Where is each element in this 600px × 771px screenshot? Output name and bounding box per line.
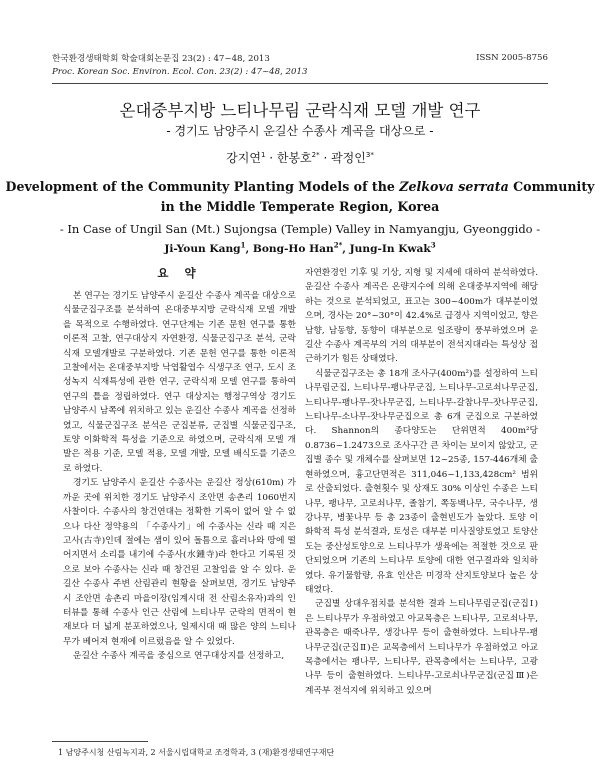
author-name: Bong-Ho Han (252, 243, 334, 255)
author-mark: 3* (365, 151, 374, 159)
authors-korean (0, 149, 600, 166)
title-english-part: Development of the Community Planting Models of the (5, 179, 400, 194)
body-paragraph: 본 연구는 경기도 남양주시 운길산 수종사 계곡을 대상으로 식물군집구조를 분석하여 온대중부지방 군락식재 모델 개발을 목적으로 수행하였다. 연구단계는 기존 문헌 연구를 통한 이론적 고찰, 연구대상지 자연환경, 식물군집구조 분석, 군락식재 모델개발로 구분하였다. 기존 문헌 연구를 통한 이론적 고찰에서는 온대중부지방 낙엽활엽수 식생구조 연구, 도시 조성녹지 식재특성에 관한 연구, 군락식재 모델 연구를 통하여 연구의 틀을 정립하였다. 연구 대상지는 행정구역상 경기도 남양주시 남쪽에 위치하고 있는 운길산 수종사 계곡을 선정하였고, 식물군집구조 분석은 군집분류, 군집별 식물군집구조, 토양 이화학적 특성을 기준으로 하였으며, 군락식재 모델 개발은 적용 기준, 모델 적용, 모델 개발, 모델 배식도를 기준으로 하였다. (63, 291, 296, 474)
body-paragraph: 자연환경인 기후 및 기상, 지형 및 지세에 대하여 분석하였다. 운길산 수종사 계곡은 온량지수에 의해 온대중부지역에 해당하는 것으로 분석되었고, 표고는 300~400m가 대부분이였으며, 경사는 20°~30°이 42.4%로 급경사 지역이었고, 향은 남향, 남동향, 동향이 대부분으로 일조량이 풍부하였으며 운길산 수종사 계곡부의 거의 대부분이 전석지대라는 특성상 접근하기가 힘든 상태였다. (305, 268, 538, 365)
title-korean: 온대중부지방 느티나무림 군락식재 모델 개발 연구 (119, 101, 481, 120)
body-paragraph: 군집별 상대우점치를 분석한 결과 느티나무림군집(군집Ⅰ)은 느티나무가 우점하였고 아교목층은 느티나무, 고로쇠나무, 관목층은 때죽나무, 생강나무 등이 출현하였다. 느티나무-팽나무군집(군집Ⅱ)은 교목층에서 느티나무가 우점하였고 아교목층에서는 팽나무, 느티나무, 관목층에서는 느티나무, 고광나무 등이 출현하였다. 느티나무-고로쇠나무군집(군집Ⅲ)은 계곡부 전석지에 위치하고 있으며 (305, 599, 538, 696)
title-english-line2: in the Middle Temperate Region, Korea (160, 199, 440, 214)
author-mark: 1 (240, 240, 246, 250)
title-english-part: Community (508, 179, 595, 194)
footnote-divider (52, 741, 148, 742)
footnote-affiliations: 1 남양주시청 산림녹지과, 2 서울시립대학교 조경학과, 3 (재)환경생태연구재단 (58, 748, 335, 757)
author-name: 곽정인 (331, 151, 366, 165)
body-paragraph: 식물군집구조는 총 18개 조사구(400m²)를 설정하여 느티나무림군집, 느티나무-팽나무군집, 느티나무-고로쇠나무군집, 느티나무-팽나무-잣나무군집, 느티나무-갈참나무-잣나무군집, 느티나무-소나무-잣나무군집으로 총 6개 군집으로 구분하였다. Shannon의 종다양도는 단위면적 400m²당 0.8736~1.2473으로 조사구간 큰 차이는 보이지 않았고, 군집별 종수 및 개체수를 살펴보면 12~25종, 157-446개체 출현하였으며, 흉고단면적은 311,046~1,133,428cm² 범위로 산출되었다. 출현횟수 및 상재도 30% 이상인 수종은 느티나무, 팽나무, 고로쇠나무, 졸참기, 쪽동백나무, 국수나무, 생강나무, 병꽃나무 등 총 23종이 출현빈도가 높았다. 토양 이화학적 특성 분석결과, 토성은 대부분 미사질양토였고 토양산도는 중산성토양으로 느티나무가 생육에는 적절한 것으로 판단되었으며 기존의 느티나무 토양에 대한 연구결과와 일치하였다. 유기물함량, 유효 인산은 미경작 산지토양보다 높은 상태였다. (305, 368, 538, 595)
author-mark: 2* (333, 240, 343, 250)
body-column-left (63, 263, 296, 664)
author-mark: 3 (430, 240, 436, 250)
header-divider (52, 83, 548, 84)
journal-citation-en: Proc. Korean Soc. Environ. Ecol. Con. 23(2) : 47~48, 2013 (52, 67, 308, 77)
author-separator: · (319, 151, 332, 165)
title-english-line1 (0, 179, 600, 194)
author-separator: , (342, 243, 350, 255)
author-name: 한봉호 (276, 151, 312, 165)
journal-citation-ko: 한국환경생태학회 학술대회논문집 23(2) : 47~48, 2013 (52, 54, 270, 64)
body-paragraph: 경기도 남양주시 운길산 수종사는 운길산 정상(610m) 가까운 곳에 위치한 경기도 남양주시 조안면 송촌리 1060번지 사찰이다. 수종사의 창건연대는 정확한 기록이 없어 알 수 없으나 다산 정약용의 「수종사기」에 수종사는 신라 때 지은 고사(古寺)인데 절에는 샘이 있어 돌틈으로 흘러나와 땅에 떨어지면서 소리를 내기에 수종사(水鍾寺)라 한다고 기록된 것으로 보아 수종사는 신라 때 창건된 고찰임을 알 수 있다. 운길산 수종사 주변 산림관리 현황을 살펴보면, 경기도 남양주시 조안면 송촌리 마을이장(임계시대 전 산림소유자)과의 인터뷰를 통해 수종사 인근 산림에 느티나무 군락의 면적이 현재보다 더 넓게 분포하였으나, 일제시대 때 많은 양의 느티나무가 베어져 현재에 이르렀음을 알 수 있었다. (63, 478, 296, 647)
author-name: Jung-In Kwak (349, 243, 431, 255)
author-mark: 1 (260, 151, 266, 159)
subtitle-korean: - 경기도 남양주시 운길산 수종사 계곡을 대상으로 - (166, 124, 434, 138)
author-separator: , (245, 243, 253, 255)
author-name: Ji-Youn Kang (164, 243, 241, 255)
species-name: Zelkova serrata (399, 179, 509, 194)
journal-header (52, 53, 307, 79)
abstract-heading: 요 약 (157, 266, 202, 280)
body-column-right (305, 266, 538, 698)
subtitle-english: - In Case of Ungil San (Mt.) Sujongsa (Temple) Valley in Namyangju, Gyeonggido - (59, 222, 541, 236)
author-separator: · (265, 151, 277, 165)
issn: ISSN 2005-8756 (476, 53, 548, 63)
body-paragraph: 운길산 수종사 계곡을 중심으로 연구대상지를 선정하고, (73, 651, 285, 662)
authors-english (0, 240, 600, 255)
author-name: 강지연 (226, 151, 261, 165)
author-mark: 2* (311, 151, 320, 159)
